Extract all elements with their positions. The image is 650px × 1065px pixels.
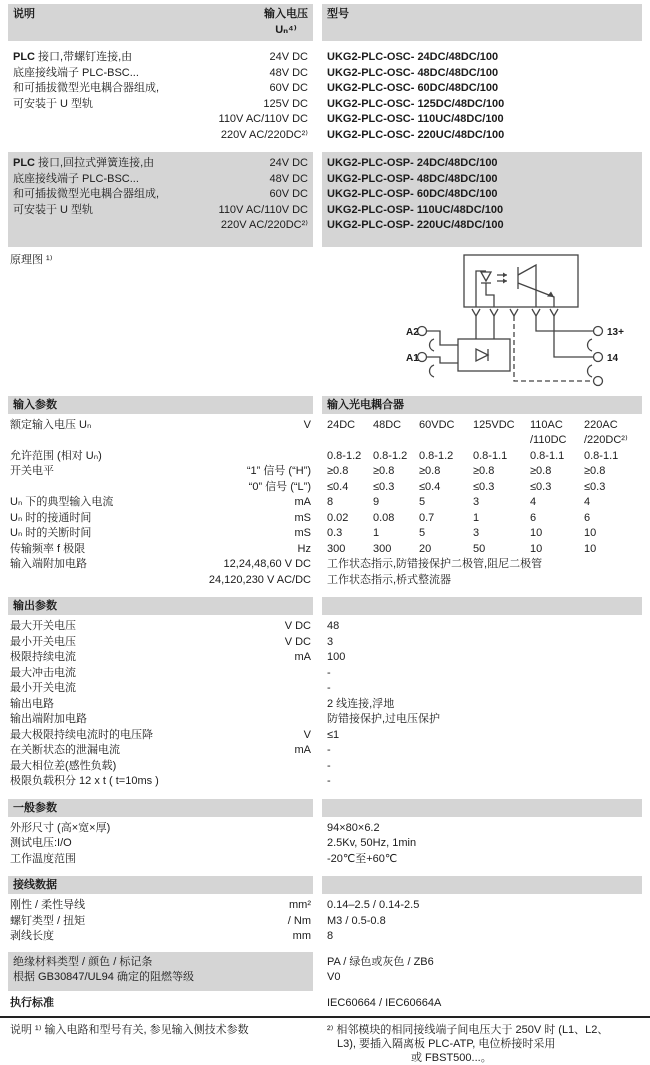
col-voltage-label [264,7,308,38]
voltage-item: 60V DC [269,82,308,94]
row-label: Uₙ 时的接通时间 [10,511,92,524]
cell [584,418,642,449]
terminal-14 [594,352,603,361]
voltage-item: 110V AC/110V DC [218,113,308,125]
table-row [8,495,642,511]
row-label: 允许范围 (相对 Uₙ) [10,449,102,462]
row-unit: mm² [289,899,311,911]
terminal-label-13: 13+ [607,326,624,338]
model-item: UKG2-PLC-OSP- 48DC/48DC/100 [327,172,498,185]
schematic-section [8,251,642,387]
table-row [8,449,642,465]
row-label: 剥线长度 [10,930,54,942]
model-item: UKG2-PLC-OSC- 48DC/48DC/100 [327,66,499,79]
schematic-label: 原理图 ¹⁾ [10,253,53,266]
model-item: UKG2-PLC-OSC- 220UC/48DC/100 [327,128,505,141]
cell: 0.8-1.2 [373,449,408,462]
cell: ≤0.4 [327,480,349,493]
cell: 10 [530,527,543,539]
cell: 1 [373,527,380,539]
footnote-1: 说明 ¹⁾ 输入电路和型号有关, 参见输入侧技术参数 [10,1024,249,1036]
desc-rest: 接口,带螺钉连接,由 [35,51,133,63]
wiring-section-title: 接线数据 [8,876,313,894]
model-item: UKG2-PLC-OSC- 110UC/48DC/100 [327,113,504,125]
cell: 20 [419,542,432,555]
insulation-block [8,952,642,991]
osp-description [13,156,159,234]
insulation-labels [8,952,313,991]
cell [530,418,584,449]
row-value: 工作状态指示,防错接保护二极管,阻尼二极管 [327,558,543,570]
terminal-label-14: 14 [607,352,619,364]
row-values [322,495,642,511]
cell: 50 [473,542,486,555]
table-header [8,4,642,41]
model-item: UKG2-PLC-OSC- 24DC/48DC/100 [327,51,499,63]
standards-label: 执行标准 [10,996,54,1009]
voltage-item: 60V DC [269,188,308,200]
row-label: 最大冲击电流 [10,666,76,679]
osp-models [322,152,642,247]
row-label: 根据 GB30847/UL94 确定的阻燃等级 [13,971,194,983]
desc-line: 和可插拔微型光电耦合器组成, [13,188,160,200]
row-value: ≤1 [327,728,340,741]
row-label: 最大极限持续电流时的电压降 [10,728,153,741]
model-item: UKG2-PLC-OSP- 220UC/48DC/100 [327,219,504,231]
row-unit: 24,120,230 V AC/DC [208,573,311,586]
cell: ≥0.8 [373,465,395,477]
table-row [8,712,642,728]
voltage-item: 220V AC/220DC²⁾ [220,219,308,231]
footnote-2 [313,1021,642,1065]
cell: 0.08 [373,511,395,524]
model-item: UKG2-PLC-OSP- 60DC/48DC/100 [327,188,498,200]
cell: ≤0.3 [530,480,552,493]
table-row [8,666,642,682]
row-values [322,464,642,480]
row-label: 开关电平 [10,465,54,477]
row-unit: 12,24,48,60 V DC [223,558,311,570]
desc-line [13,50,159,66]
row-value: - [327,759,331,772]
cell: 1 [473,511,480,524]
wiring-section-bar [322,876,642,894]
table-row [8,681,642,697]
cell: ≥0.8 [327,465,349,477]
row-label: Uₙ 下的典型输入电流 [10,496,114,508]
cell: ≥0.8 [473,465,495,477]
row-label: 外形尺寸 (高×宽×厚) [10,821,111,834]
cell: 24DC [327,418,356,431]
row-label: 最大开关电压 [10,620,76,632]
circuit-diagram [406,251,642,387]
row-value: 48 [327,620,340,632]
row-value: 2.5Kv, 50Hz, 1min [327,837,417,849]
row-values [322,449,642,465]
table-row [8,836,642,852]
row-value: 8 [327,930,334,942]
rectifier-box [458,339,510,371]
table-row [8,821,642,837]
general-section-bar [322,799,642,817]
row-unit: mA [294,744,311,756]
table-row [8,557,642,573]
table-row [8,743,642,759]
row-label: 刚性 / 柔性导线 [10,899,86,911]
table-row [8,573,642,589]
row-value: 100 [327,651,346,663]
row-values [322,542,642,558]
row-label: Uₙ 时的关断时间 [10,527,92,539]
row-value: 2 线连接,浮地 [327,697,395,710]
table-row [8,914,642,930]
cell-line: /220DC²⁾ [584,434,628,446]
table-row [8,418,642,449]
row-label: 输入端附加电路 [10,558,87,570]
cell: 10 [530,542,543,555]
cell: 0.3 [327,527,343,539]
standards-value: IEC60664 / IEC60664A [327,996,442,1009]
table-row [8,511,642,527]
voltage-item: 48V DC [269,66,308,79]
row-unit: Hz [297,542,311,555]
cell: ≤0.3 [584,480,606,493]
osc-description [13,50,159,143]
input-section-subtitle: 输入光电耦合器 [322,396,642,414]
row-unit: V [303,728,311,741]
cell: 0.02 [327,511,349,524]
cell: 0.8-1.1 [530,449,565,462]
desc-rest: 接口,回拉式弹簧连接,由 [35,157,155,169]
row-label: 传输频率 f 极限 [10,542,86,555]
osc-voltages [219,50,308,143]
input-table [8,414,642,589]
cell: 3 [473,527,480,539]
voltage-label-line2: Uₙ⁴⁾ [275,23,297,36]
col-model-label: 型号 [327,8,349,20]
row-label: 最大相位差(感性负载) [10,759,117,772]
table-row [8,929,642,945]
row-value: - [327,666,331,679]
general-table [8,817,642,868]
row-value: 工作状态指示,桥式整流器 [327,573,452,586]
row-label: 输出端附加电路 [10,713,87,725]
cell: 8 [327,496,334,508]
terminal-float [594,376,603,385]
output-section-title: 输出参数 [8,597,313,615]
osp-left [8,152,313,247]
cell: 3 [473,496,480,508]
cell: ≥0.8 [419,465,441,477]
table-row [8,619,642,635]
cell: 10 [584,542,597,555]
cell: 0.8-1.2 [419,449,454,462]
row-value: M3 / 0.5-0.8 [327,914,386,927]
row-label: 最小开关电流 [10,682,76,694]
desc-line: 和可插拔微型光电耦合器组成, [13,82,160,94]
output-section-bar [322,597,642,615]
row-label: 测试电压:I/O [10,837,72,849]
table-row [8,480,642,496]
row-label: 在关断状态的泄漏电流 [10,744,120,756]
footnote-2-line: ²⁾ 相邻模块的相同接线端子间电压大于 250V 时 (L1、L2、 [327,1024,609,1036]
product-block-osp [8,152,642,247]
terminal-label-a1: A1 [406,352,419,364]
row-unit: mA [294,496,311,508]
row-value: -20℃至+60℃ [327,852,398,865]
row-values [322,418,642,449]
voltage-item: 125V DC [263,97,308,110]
row-label: 螺钉类型 / 扭矩 [10,914,86,927]
table-row [8,542,642,558]
model-item: UKG2-PLC-OSC- 60DC/48DC/100 [327,82,499,94]
voltage-item: 110V AC/110V DC [218,203,308,216]
cell: ≤0.3 [373,480,395,493]
optocoupler-box [464,255,578,307]
voltage-item: 48V DC [269,172,308,185]
row-label: 工作温度范围 [10,852,76,865]
cell: 0.8-1.1 [584,449,619,462]
cell: 9 [373,496,380,508]
row-unit: V DC [284,635,311,648]
section-output-params [8,597,642,615]
row-value: - [327,775,331,787]
cell: ≤0.3 [473,480,495,493]
product-block-osc [8,46,642,147]
cell: 48DC [373,418,402,431]
terminal-13 [594,326,603,335]
terminal-label-a2: A2 [406,326,419,338]
row-unit: “1” 信号 (“H”) [246,465,311,477]
general-section-title: 一般参数 [8,799,313,817]
row-label: 极限持续电流 [10,651,76,663]
table-row [8,526,642,542]
cell: ≥0.8 [584,465,606,477]
row-value: 3 [327,635,334,648]
table-row [8,635,642,651]
cell: 6 [584,511,591,524]
footnotes [8,1021,642,1065]
desc-bold: PLC [13,157,35,169]
cell-line: /110DC [530,434,567,446]
table-row [8,728,642,744]
table-row [8,759,642,775]
cell: 6 [530,511,537,524]
cell: 0.7 [419,511,435,524]
cell-line: 220AC [584,418,618,431]
desc-bold: PLC [13,51,35,63]
row-value: PA / 绿色或灰色 / ZB6 [327,955,434,968]
wiring-table [8,894,642,945]
desc-line: 可安装于 U 型轨 [13,97,94,110]
header-left [8,4,313,41]
terminal-a1 [418,352,427,361]
row-unit: mA [294,651,311,663]
osc-left [8,46,313,147]
row-label: 最小开关电压 [10,635,76,648]
cell: 300 [327,542,346,555]
cell: 5 [419,496,426,508]
cell: ≥0.8 [530,465,552,477]
cell: 0.8-1.1 [473,449,508,462]
row-unit: mm [292,930,311,942]
desc-line: 底座接线端子 PLC-BSC... [13,66,139,79]
row-values [322,480,642,496]
row-unit: “0” 信号 (“L”) [248,480,311,493]
section-input-params [8,396,642,414]
standards-row [8,996,642,1012]
col-desc-label: 说明 [13,8,35,20]
section-general-params [8,799,642,817]
row-value: - [327,682,331,694]
cell-line: 110AC [530,418,563,431]
row-label: 绝缘材料类型 / 颜色 / 标记条 [13,955,153,968]
terminal-a2 [418,326,427,335]
cell: 300 [373,542,392,555]
row-unit: mS [294,527,311,539]
output-table [8,615,642,790]
osc-models [322,46,642,147]
desc-line [13,156,159,172]
table-row [8,898,642,914]
row-value: 0.14–2.5 / 0.14-2.5 [327,899,420,911]
model-item: UKG2-PLC-OSP- 110UC/48DC/100 [327,203,504,216]
desc-line: 底座接线端子 PLC-BSC... [13,172,139,185]
table-row [8,852,642,868]
row-unit: V DC [284,620,311,632]
row-value: - [327,744,331,756]
cell: 60VDC [419,418,455,431]
cell: 0.8-1.2 [327,449,362,462]
footer-divider [0,1016,650,1018]
row-value: 94×80×6.2 [327,821,380,834]
row-unit: / Nm [287,914,311,927]
footnote-2-line: L3), 要插入隔离板 PLC-ATP, 电位桥接时采用 [337,1038,556,1050]
table-row [8,650,642,666]
model-item: UKG2-PLC-OSC- 125DC/48DC/100 [327,97,505,110]
section-wiring-data [8,876,642,894]
row-value: 防错接保护,过电压保护 [327,713,441,725]
insulation-values [322,952,642,991]
row-values [322,511,642,527]
cell: 4 [584,496,591,508]
cell: 125VDC [473,418,515,431]
input-section-title: 输入参数 [8,396,313,414]
row-value: V0 [327,971,341,983]
cell: 4 [530,496,537,508]
row-label: 极限负载积分 12 x t ( t=10ms ) [10,775,159,787]
model-item: UKG2-PLC-OSP- 24DC/48DC/100 [327,157,498,169]
row-unit: V [303,418,311,431]
header-right [322,4,642,41]
table-row [8,464,642,480]
row-values [322,526,642,542]
cell: ≤0.4 [419,480,441,493]
table-row [8,697,642,713]
row-label: 额定输入电压 Uₙ [10,418,92,431]
row-label: 输出电路 [10,697,54,710]
voltage-item: 24V DC [269,51,308,63]
cell: 10 [584,527,597,539]
desc-line: 可安装于 U 型轨 [13,203,94,216]
osp-voltages [219,156,308,234]
footnote-2-line: 或 FBST500...。 [411,1052,492,1064]
voltage-label-line1: 输入电压 [264,8,308,20]
voltage-item: 220V AC/220DC²⁾ [220,128,308,141]
table-row [8,774,642,790]
row-unit: mS [294,511,311,524]
voltage-item: 24V DC [269,157,308,169]
cell: 5 [419,527,426,539]
